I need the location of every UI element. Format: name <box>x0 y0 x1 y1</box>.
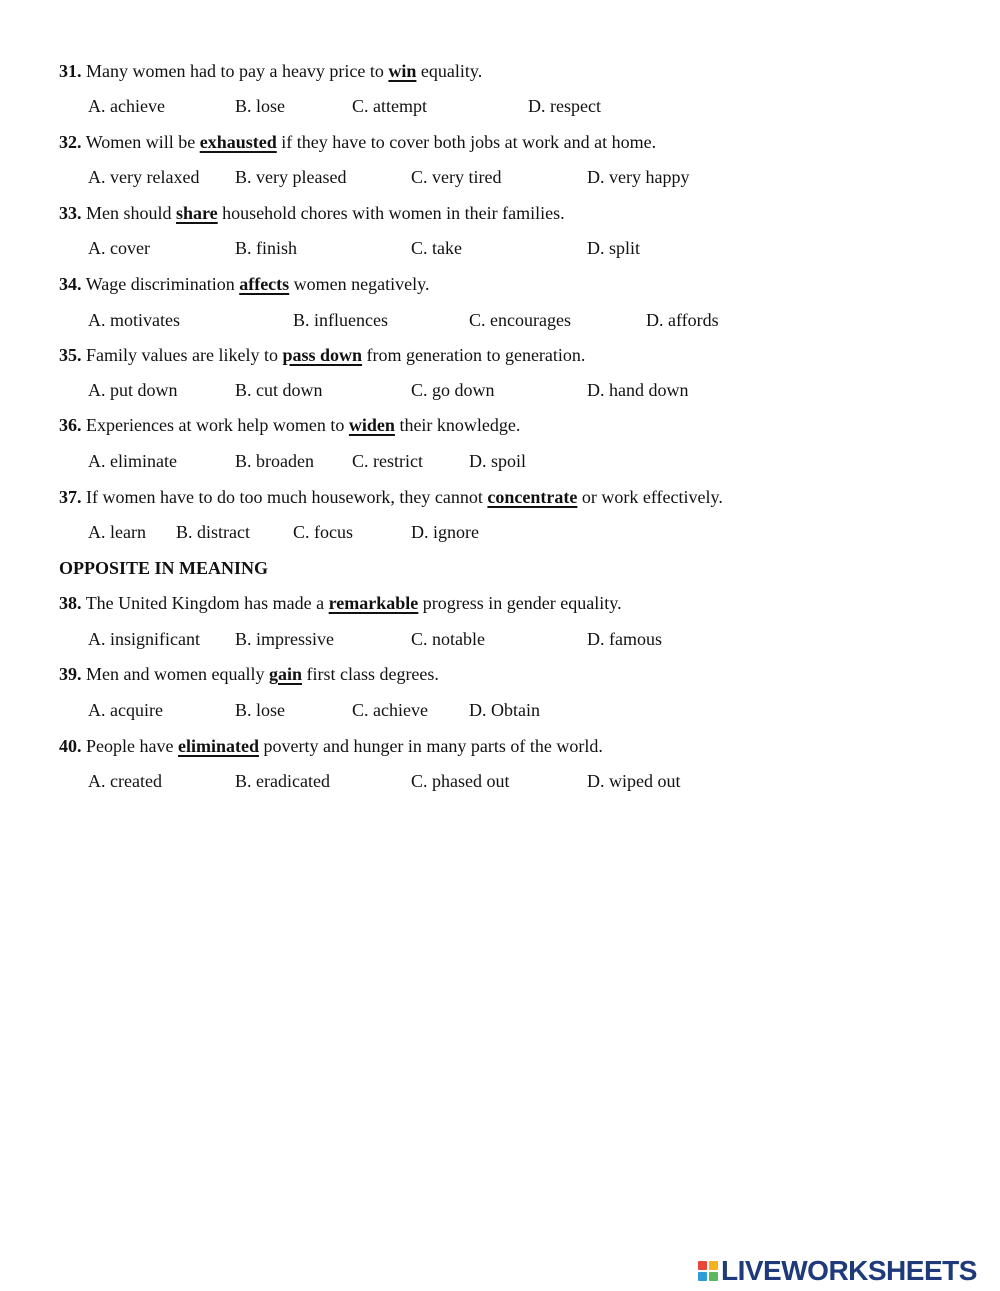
question-34 <box>59 273 429 295</box>
question-text-after: first class degrees. <box>306 664 439 684</box>
question-keyword: pass down <box>282 345 362 365</box>
option-31-d[interactable]: D. respect <box>528 96 601 116</box>
logo-text: LIVEWORKSHEETS <box>721 1255 977 1286</box>
question-text-before: Men should <box>86 203 172 223</box>
question-text-after: household chores with women in their families. <box>222 203 565 223</box>
logo-square <box>698 1272 707 1281</box>
question-number: 40. <box>59 736 82 756</box>
option-33-d[interactable]: D. split <box>587 238 641 258</box>
question-text-after: poverty and hunger in many parts of the world. <box>263 736 603 756</box>
option-38-c[interactable]: C. notable <box>411 629 485 649</box>
option-36-b[interactable]: B. broaden <box>235 451 314 471</box>
option-31-c[interactable]: C. attempt <box>352 96 427 116</box>
question-number: 36. <box>59 415 82 435</box>
option-34-d[interactable]: D. affords <box>646 310 719 330</box>
question-37 <box>59 486 723 508</box>
liveworksheets-logo <box>698 1257 977 1285</box>
option-39-c[interactable]: C. achieve <box>352 700 428 720</box>
option-36-d[interactable]: D. spoil <box>469 451 527 471</box>
question-40 <box>59 735 603 757</box>
option-32-b[interactable]: B. very pleased <box>235 167 347 187</box>
question-keyword: concentrate <box>487 487 578 507</box>
option-34-b[interactable]: B. influences <box>293 310 388 330</box>
option-33-a[interactable]: A. cover <box>88 238 150 258</box>
question-33 <box>59 202 565 224</box>
question-39 <box>59 663 439 685</box>
option-32-a[interactable]: A. very relaxed <box>88 167 200 187</box>
question-number: 39. <box>59 664 82 684</box>
option-40-a[interactable]: A. created <box>88 771 162 791</box>
option-40-c[interactable]: C. phased out <box>411 771 510 791</box>
question-number: 32. <box>59 132 82 152</box>
question-text-before: If women have to do too much housework, they cannot <box>86 487 483 507</box>
question-keyword: exhausted <box>199 132 277 152</box>
option-39-b[interactable]: B. lose <box>235 700 286 720</box>
logo-square <box>709 1272 718 1281</box>
option-40-b[interactable]: B. eradicated <box>235 771 330 791</box>
question-number: 33. <box>59 203 82 223</box>
question-35 <box>59 344 585 366</box>
logo-icon <box>698 1261 718 1281</box>
question-36 <box>59 414 520 436</box>
question-text-after: from generation to generation. <box>366 345 586 365</box>
question-keyword: win <box>388 61 417 81</box>
question-32 <box>59 131 656 153</box>
option-32-c[interactable]: C. very tired <box>411 167 502 187</box>
question-text-after: if they have to cover both jobs at work and at home. <box>281 132 657 152</box>
question-number: 34. <box>59 274 82 294</box>
option-36-c[interactable]: C. restrict <box>352 451 423 471</box>
question-text-after: progress in gender equality. <box>422 593 622 613</box>
question-keyword: remarkable <box>328 593 419 613</box>
question-text-before: Wage discrimination <box>85 274 235 294</box>
question-keyword: affects <box>239 274 290 294</box>
question-text-before: Experiences at work help women to <box>86 415 345 435</box>
question-text-before: Women will be <box>85 132 196 152</box>
question-text-before: The United Kingdom has made a <box>85 593 325 613</box>
option-35-d[interactable]: D. hand down <box>587 380 689 400</box>
option-37-d[interactable]: D. ignore <box>411 522 479 542</box>
question-text-before: Family values are likely to <box>86 345 278 365</box>
question-text-after: or work effectively. <box>581 487 723 507</box>
question-text-before: Many women had to pay a heavy price to <box>86 61 384 81</box>
question-number: 37. <box>59 487 82 507</box>
option-35-b[interactable]: B. cut down <box>235 380 323 400</box>
option-34-c[interactable]: C. encourages <box>469 310 571 330</box>
option-40-d[interactable]: D. wiped out <box>587 771 681 791</box>
section-heading: OPPOSITE IN MEANING <box>59 558 269 578</box>
question-keyword: widen <box>348 415 395 435</box>
logo-square <box>698 1261 707 1270</box>
option-39-d[interactable]: D. Obtain <box>469 700 540 720</box>
option-35-c[interactable]: C. go down <box>411 380 495 400</box>
question-text-after: women negatively. <box>293 274 430 294</box>
question-keyword: share <box>176 203 218 223</box>
question-text-after: equality. <box>420 61 483 81</box>
option-34-a[interactable]: A. motivates <box>88 310 180 330</box>
option-33-b[interactable]: B. finish <box>235 238 298 258</box>
option-37-a[interactable]: A. learn <box>88 522 146 542</box>
question-31 <box>59 60 482 82</box>
option-37-b[interactable]: B. distract <box>176 522 250 542</box>
question-38 <box>59 592 622 614</box>
option-35-a[interactable]: A. put down <box>88 380 178 400</box>
question-number: 31. <box>59 61 82 81</box>
question-keyword: eliminated <box>177 736 259 756</box>
question-text-after: their knowledge. <box>399 415 521 435</box>
option-31-a[interactable]: A. achieve <box>88 96 165 116</box>
question-number: 38. <box>59 593 82 613</box>
question-text-before: Men and women equally <box>86 664 265 684</box>
option-38-b[interactable]: B. impressive <box>235 629 334 649</box>
option-32-d[interactable]: D. very happy <box>587 167 690 187</box>
question-keyword: gain <box>268 664 302 684</box>
logo-square <box>709 1261 718 1270</box>
question-text-before: People have <box>86 736 174 756</box>
option-37-c[interactable]: C. focus <box>293 522 353 542</box>
option-38-a[interactable]: A. insignificant <box>88 629 200 649</box>
option-36-a[interactable]: A. eliminate <box>88 451 177 471</box>
option-38-d[interactable]: D. famous <box>587 629 662 649</box>
option-31-b[interactable]: B. lose <box>235 96 286 116</box>
option-33-c[interactable]: C. take <box>411 238 462 258</box>
question-number: 35. <box>59 345 82 365</box>
option-39-a[interactable]: A. acquire <box>88 700 163 720</box>
